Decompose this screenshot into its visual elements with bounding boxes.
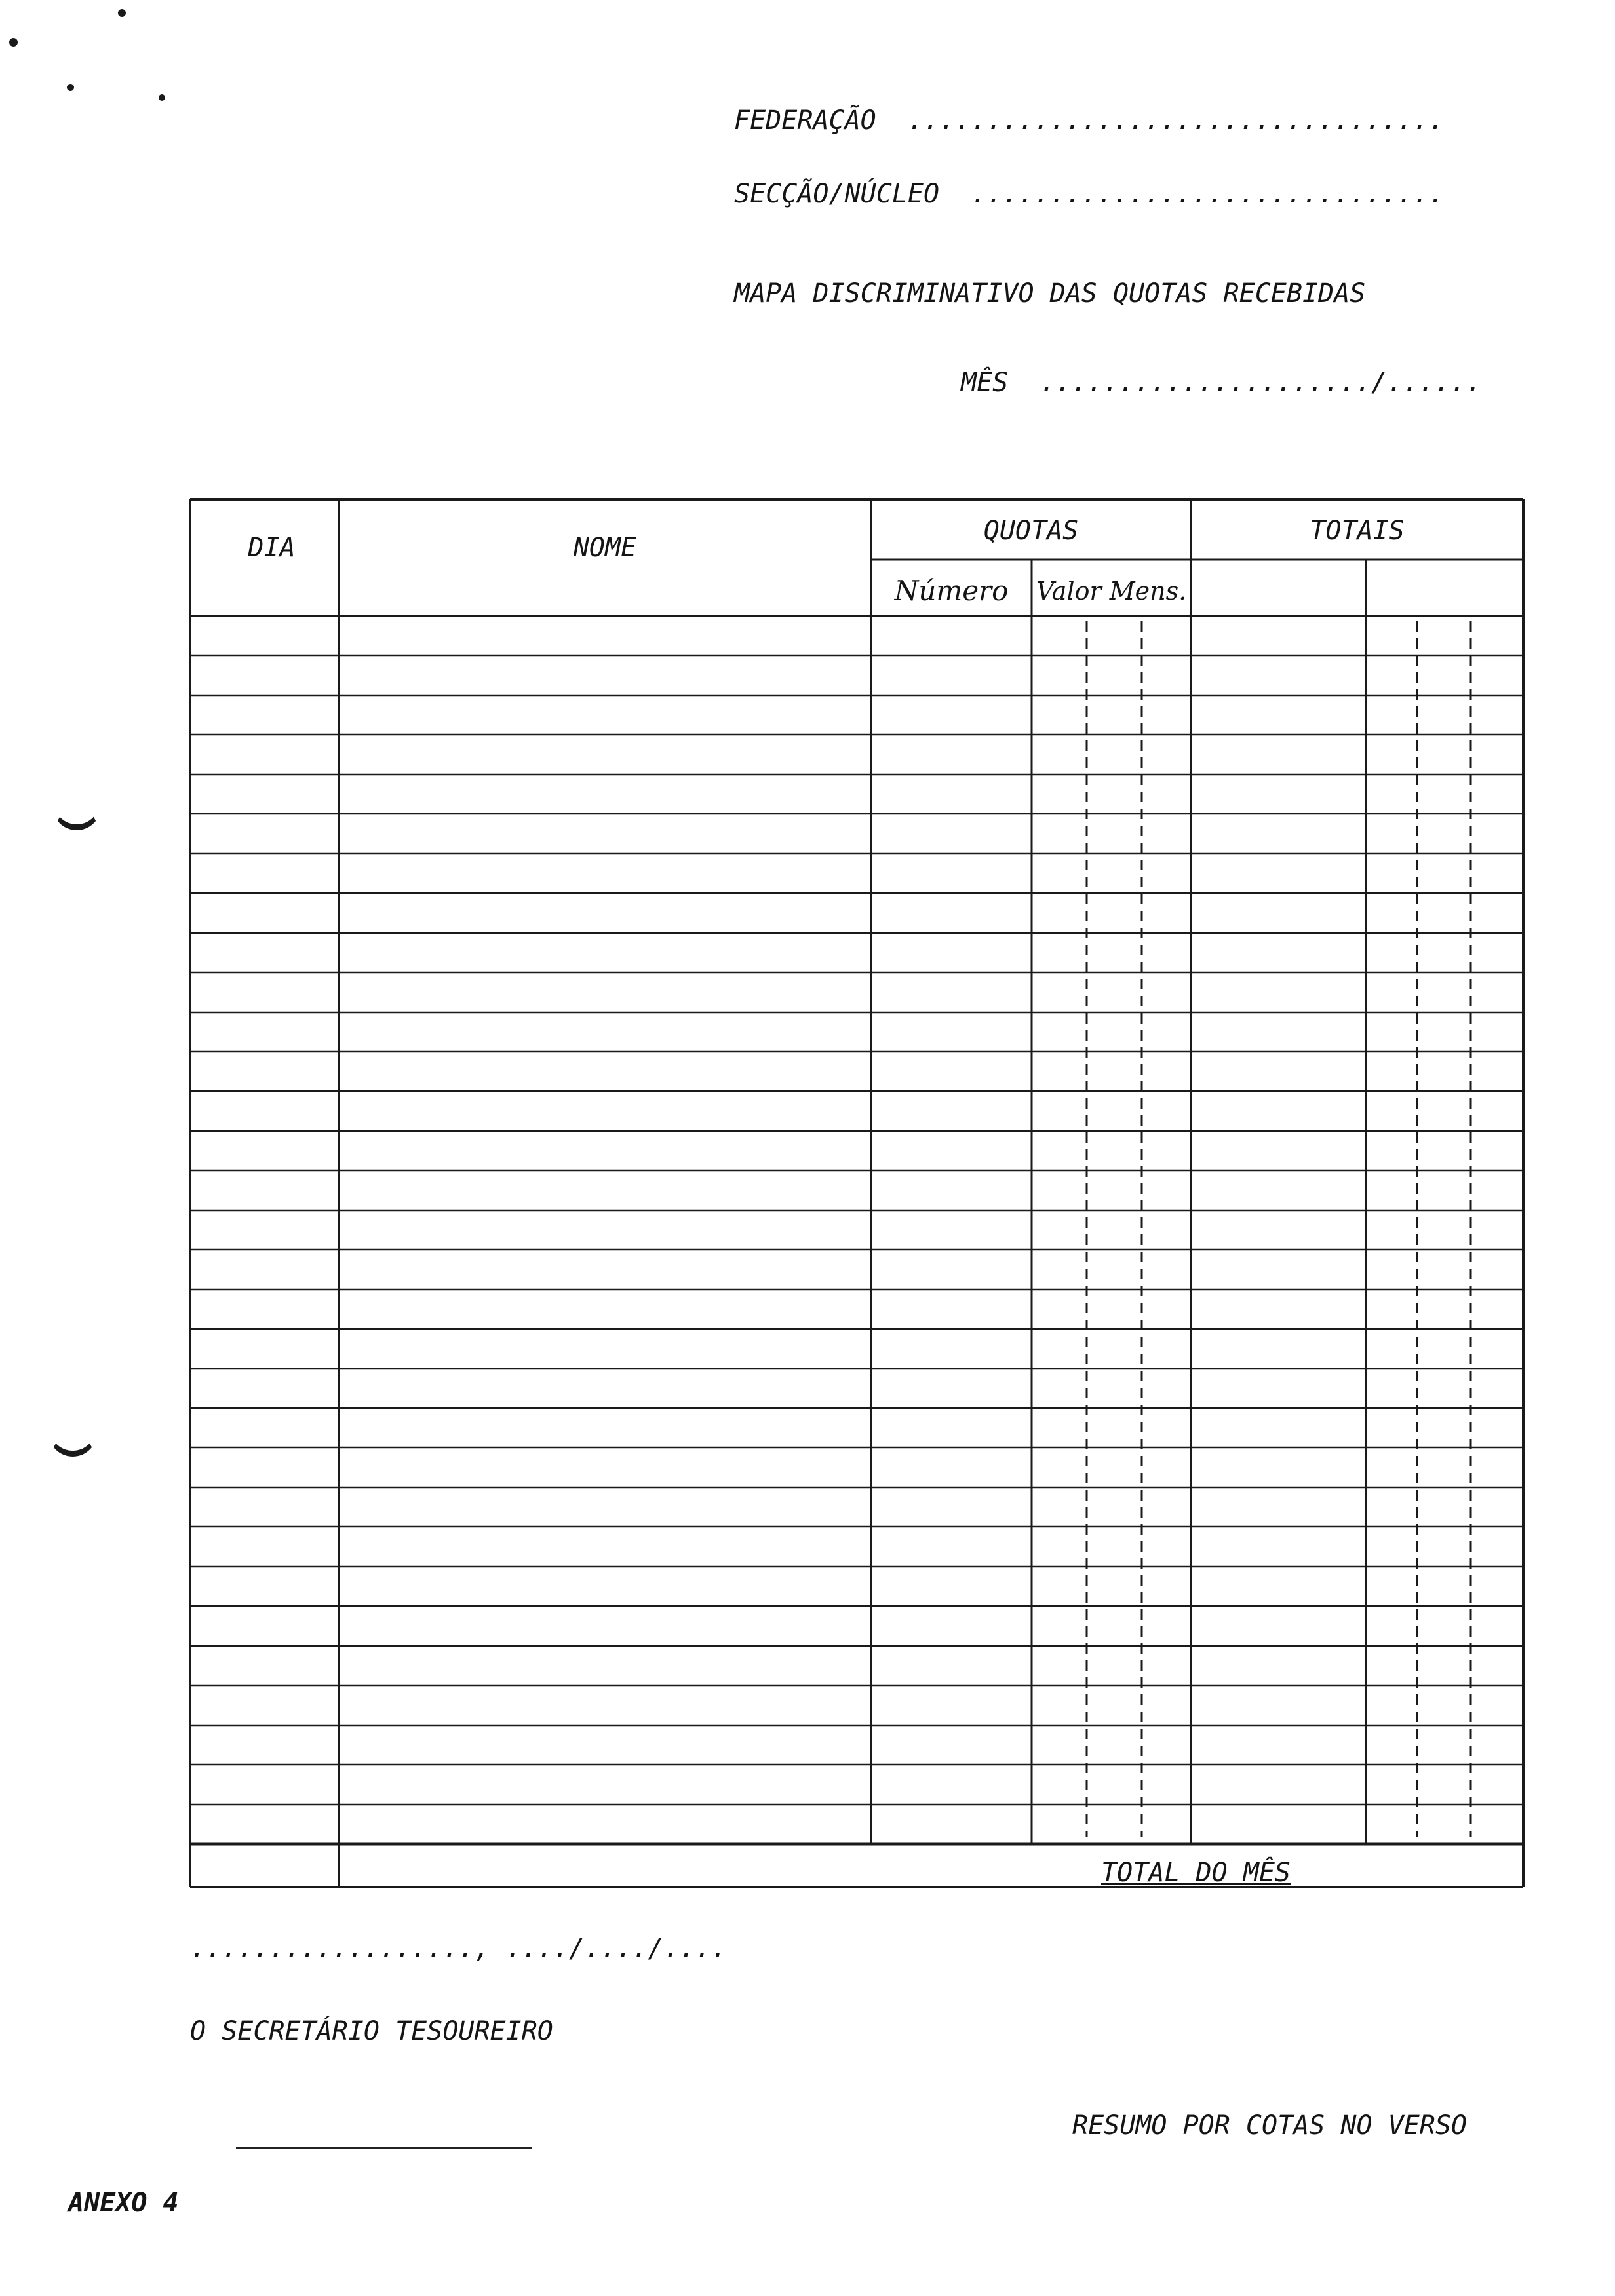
place-date-line: .................., ..../..../.... bbox=[190, 1934, 727, 1964]
column-group-totais: TOTAIS bbox=[1310, 516, 1405, 546]
subheader-numero: Número bbox=[894, 575, 1009, 607]
annex-label: ANEXO 4 bbox=[68, 2188, 179, 2218]
subheader-valor-mens: Valor Mens. bbox=[1036, 577, 1187, 605]
federacao-field: FEDERAÇÃO .................................. bbox=[734, 105, 1445, 136]
mes-field: MÊS ...................../...... bbox=[961, 368, 1482, 398]
document-title: MAPA DISCRIMINATIVO DAS QUOTAS RECEBIDAS bbox=[734, 278, 1366, 309]
secretary-title: O SECRETÁRIO TESOUREIRO bbox=[190, 2016, 553, 2046]
signature-line bbox=[236, 2147, 532, 2149]
total-do-mes-label: TOTAL DO MÊS bbox=[1101, 1858, 1291, 1888]
seccao-nucleo-field: SECÇÃO/NÚCLEO .............................. bbox=[734, 179, 1445, 209]
resumo-note: RESUMO POR COTAS NO VERSO bbox=[1072, 2111, 1468, 2141]
column-header-nome: NOME bbox=[573, 533, 637, 563]
column-group-quotas: QUOTAS bbox=[983, 516, 1079, 546]
column-header-dia: DIA bbox=[248, 533, 296, 563]
